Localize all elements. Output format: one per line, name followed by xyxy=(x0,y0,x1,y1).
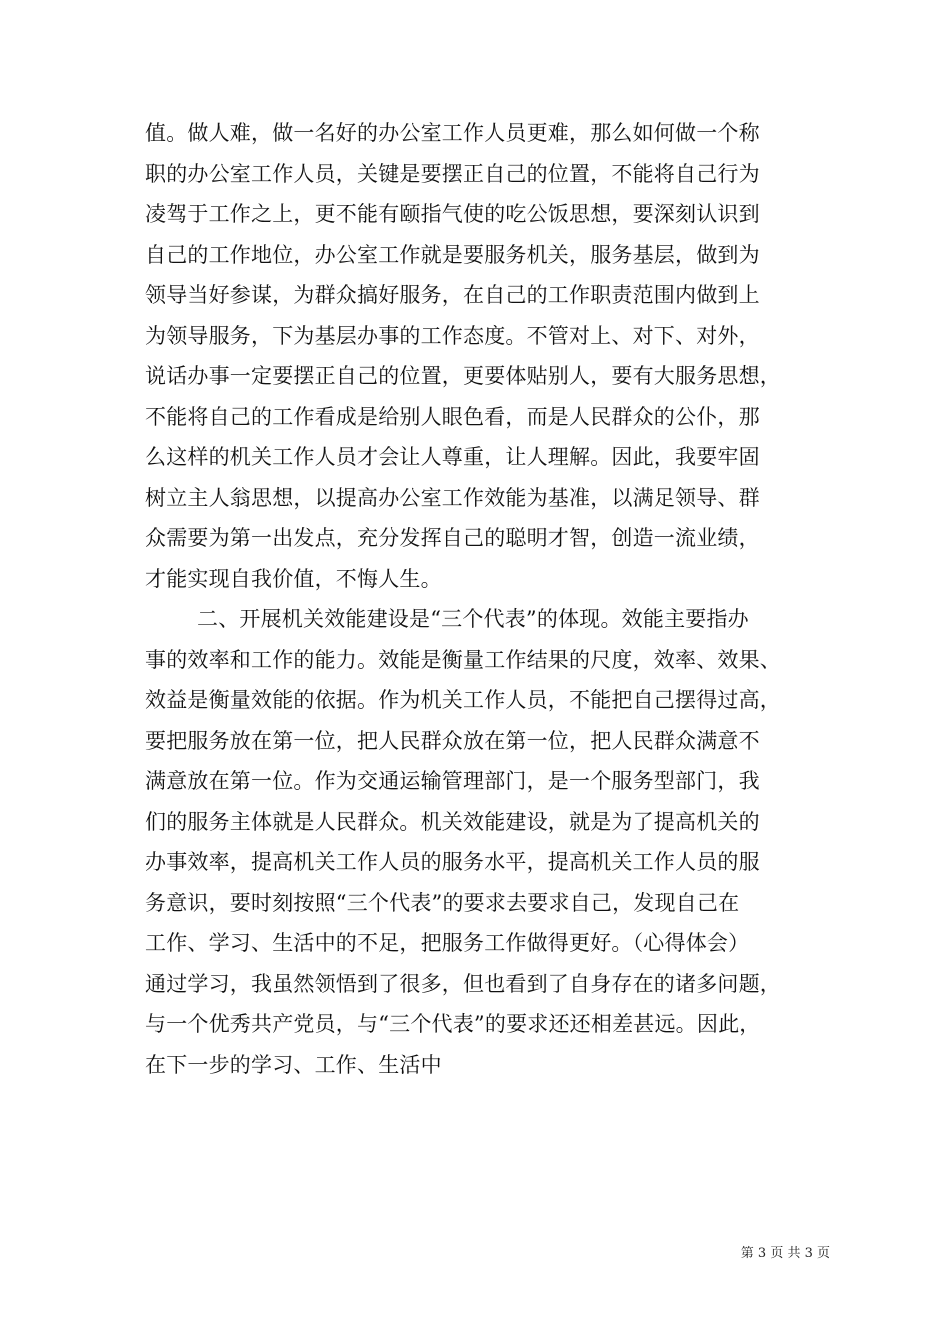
text-line: 满意放在第一位。作为交通运输管理部门，是一个服务型部门，我 xyxy=(145,769,760,793)
text-line: 自己的工作地位，办公室工作就是要服务机关，服务基层，做到为 xyxy=(145,242,760,267)
text-line: 树立主人翁思想，以提高办公室工作效能为基准，以满足领导、群 xyxy=(145,485,760,510)
text-line: 效益是衡量效能的依据。作为机关工作人员，不能把自己摆得过高， xyxy=(145,688,781,712)
text-line: 通过学习，我虽然领悟到了很多，但也看到了自身存在的诸多问题， xyxy=(145,971,781,996)
text-line: 办事效率，提高机关工作人员的服务水平，提高机关工作人员的服 xyxy=(145,850,760,874)
text-line: 么这样的机关工作人员才会让人尊重，让人理解。因此，我要牢固 xyxy=(145,445,760,469)
page-footer: 第 3 页 共 3 页 xyxy=(740,1246,830,1261)
text-line: 值。做人难，做一名好的办公室工作人员更难，那么如何做一个称 xyxy=(145,121,760,145)
text-line: 为领导服务，下为基层办事的工作态度。不管对上、对下、对外， xyxy=(145,323,760,348)
text-line: 在下一步的学习、工作、生活中 xyxy=(145,1052,442,1077)
text-line: 说话办事一定要摆正自己的位置，更要体贴别人，要有大服务思想， xyxy=(145,364,781,388)
text-line: 们的服务主体就是人民群众。机关效能建设，就是为了提高机关的 xyxy=(145,809,760,834)
text-line: 不能将自己的工作看成是给别人眼色看，而是人民群众的公仆，那 xyxy=(145,404,760,429)
text-line: 与一个优秀共产党员，与“三个代表”的要求还还相差甚远。因此， xyxy=(145,1012,761,1036)
body-text xyxy=(145,113,825,1085)
text-line: 工作、学习、生活中的不足，把服务工作做得更好。（心得体会） xyxy=(145,931,750,955)
text-line: 事的效率和工作的能力。效能是衡量工作结果的尺度，效率、效果、 xyxy=(145,647,781,672)
text-line: 凌驾于工作之上，更不能有颐指气使的吃公饭思想，要深刻认识到 xyxy=(145,202,760,226)
text-line: 领导当好参谋，为群众搞好服务，在自己的工作职责范围内做到上 xyxy=(145,283,760,307)
text-line: 职的办公室工作人员，关键是要摆正自己的位置，不能将自己行为 xyxy=(145,161,760,186)
text-line: 才能实现自我价值，不悔人生。 xyxy=(145,566,442,591)
text-line: 众需要为第一出发点，充分发挥自己的聪明才智，创造一流业绩， xyxy=(145,526,760,550)
text-line: 要把服务放在第一位，把人民群众放在第一位，把人民群众满意不 xyxy=(145,728,760,753)
paragraph-start-line: 二、开展机关效能建设是“三个代表”的体现。效能主要指办 xyxy=(197,607,749,631)
text-line: 务意识，要时刻按照“三个代表”的要求去要求自己，发现自己在 xyxy=(145,890,740,915)
